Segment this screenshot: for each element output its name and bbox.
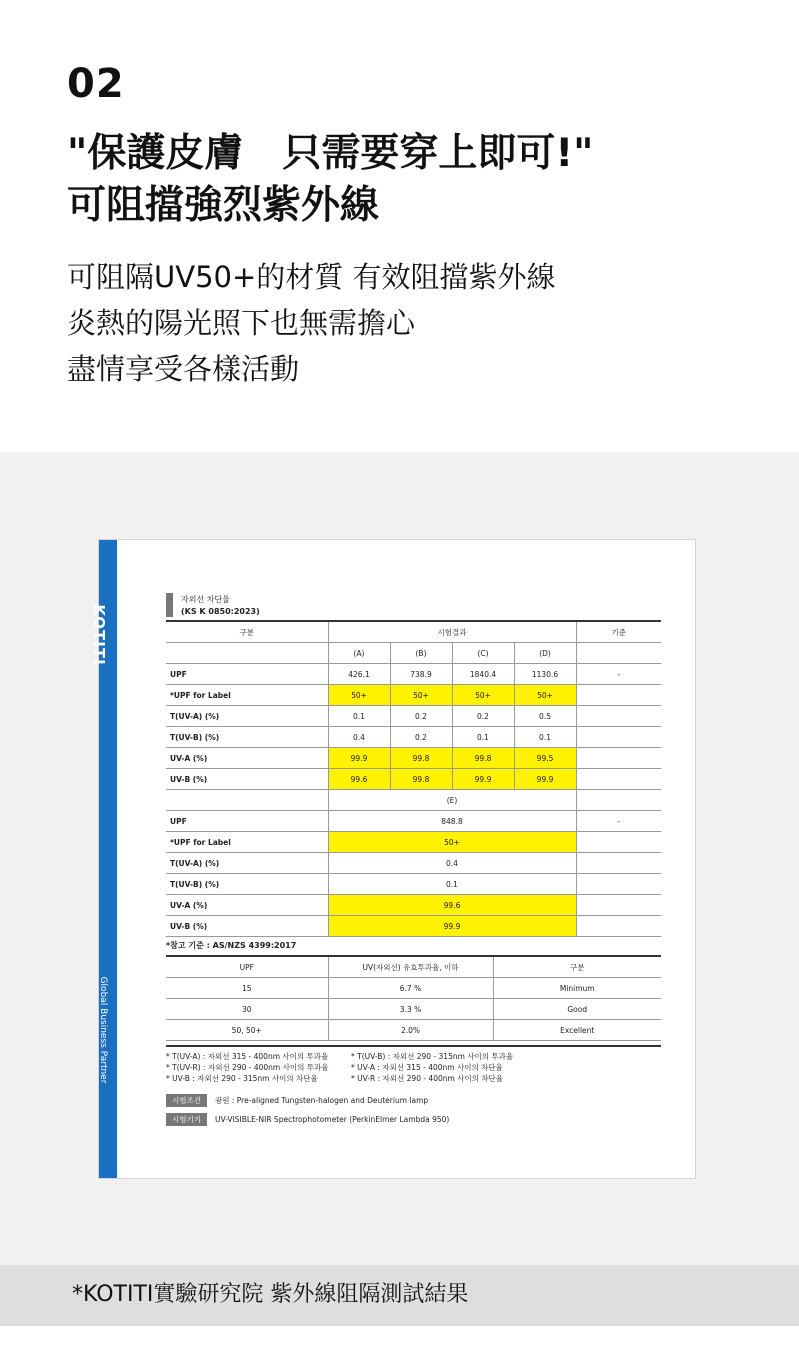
- row-label: UPF: [166, 811, 328, 832]
- description-line-2: 炎熱的陽光照下也無需擔心: [67, 306, 416, 340]
- condition-tag: 시험조건: [166, 1094, 207, 1107]
- row-label: UPF: [166, 664, 328, 685]
- reference-header-row: [166, 956, 661, 978]
- result-value: 50+: [390, 685, 452, 706]
- result-value: 0.2: [390, 706, 452, 727]
- standard-value: [576, 895, 661, 916]
- test-meta: [166, 1094, 661, 1126]
- reference-title: *참고 기준 : AS/NZS 4399:2017: [166, 941, 297, 950]
- reference-cell: 6.7 %: [328, 978, 493, 999]
- row-label: *UPF for Label: [166, 832, 328, 853]
- standard-value: [576, 832, 661, 853]
- note-line: * T(UV-A) : 자외선 315 - 400nm 사이의 투과율: [166, 1052, 329, 1061]
- standard-value: [576, 874, 661, 895]
- heading-standard: (KS K 0850:2023): [181, 607, 260, 616]
- result-value: 99.9: [514, 769, 576, 790]
- instrument-tag: 시험기기: [166, 1113, 207, 1126]
- result-value: 1840.4: [452, 664, 514, 685]
- sample-label: (C): [452, 643, 514, 664]
- standard-value: [576, 853, 661, 874]
- certificate-heading: [166, 592, 661, 620]
- certificate-body: [166, 592, 661, 1132]
- footer-caption-bar: [0, 1265, 799, 1326]
- sample-label: (A): [328, 643, 390, 664]
- reference-cell: 50, 50+: [166, 1020, 328, 1041]
- results-row: [166, 832, 661, 853]
- samples-ad-row: [166, 643, 661, 664]
- heading-marker: [166, 593, 173, 617]
- row-label: UV-A (%): [166, 748, 328, 769]
- result-value: 50+: [328, 832, 576, 853]
- result-value: 0.1: [328, 874, 576, 895]
- row-label: T(UV-A) (%): [166, 706, 328, 727]
- instrument-text: UV-VISIBLE-NIR Spectrophotometer (PerkinElmer Lambda 950): [214, 1115, 450, 1124]
- result-value: 99.8: [452, 748, 514, 769]
- note-line: * T(UV-R) : 자외선 290 - 400nm 사이의 투과율: [166, 1063, 329, 1072]
- notes-left: [166, 1051, 351, 1084]
- results-table: [166, 620, 661, 790]
- row-label: T(UV-B) (%): [166, 874, 328, 895]
- row-label: UV-B (%): [166, 769, 328, 790]
- results-row: [166, 853, 661, 874]
- results-row: [166, 748, 661, 769]
- reference-cell: 2.0%: [328, 1020, 493, 1041]
- reference-cell: 30: [166, 999, 328, 1020]
- kotiti-logo: KOTITI: [90, 604, 108, 666]
- sample-e-row: [166, 790, 661, 811]
- result-value: 50+: [328, 685, 390, 706]
- headline: [67, 128, 767, 232]
- col-category: 구분: [166, 621, 328, 643]
- result-value: 0.2: [452, 706, 514, 727]
- results-row: [166, 727, 661, 748]
- result-value: 50+: [514, 685, 576, 706]
- results-row: [166, 769, 661, 790]
- row-label: UV-B (%): [166, 916, 328, 937]
- condition-text: 광원 : Pre-aligned Tungsten-halogen and Deuterium lamp: [214, 1096, 429, 1105]
- ref-header: UV(자외선) 유효투과율, 이하: [328, 956, 493, 978]
- results-row: [166, 664, 661, 685]
- result-value: 1130.6: [514, 664, 576, 685]
- reference-row: [166, 1020, 661, 1041]
- result-value: 0.1: [452, 727, 514, 748]
- result-value: 99.6: [328, 769, 390, 790]
- result-value: 0.1: [328, 706, 390, 727]
- row-label: *UPF for Label: [166, 685, 328, 706]
- result-value: 99.9: [452, 769, 514, 790]
- sample-label: (D): [514, 643, 576, 664]
- result-value: 99.9: [328, 916, 576, 937]
- standard-value: [576, 685, 661, 706]
- results-row: [166, 916, 661, 937]
- reference-cell: Good: [493, 999, 661, 1020]
- result-value: 99.8: [390, 769, 452, 790]
- result-value: 738.9: [390, 664, 452, 685]
- notes-right: [351, 1051, 513, 1084]
- results-row: [166, 685, 661, 706]
- results-row: [166, 811, 661, 832]
- reference-table: [166, 955, 661, 1041]
- row-label: UV-A (%): [166, 895, 328, 916]
- standard-value: [576, 769, 661, 790]
- row-label: T(UV-A) (%): [166, 853, 328, 874]
- footer-caption: *KOTITI實驗研究院 紫外線阻隔測試結果: [72, 1282, 469, 1307]
- headline-line-2: 可阻擋強烈紫外線: [67, 183, 380, 228]
- test-certificate: [90, 539, 696, 1179]
- reference-row: [166, 978, 661, 999]
- results-header-row: [166, 621, 661, 643]
- description-line-1: 可阻隔UV50+的材質 有效阻擋紫外線: [67, 260, 556, 294]
- result-value: 0.2: [390, 727, 452, 748]
- results-row: [166, 706, 661, 727]
- reference-cell: 3.3 %: [328, 999, 493, 1020]
- note-line: * UV-R : 자외선 290 - 400nm 사이의 차단율: [351, 1074, 504, 1083]
- sample-label: (E): [328, 790, 576, 811]
- result-value: 99.8: [390, 748, 452, 769]
- reference-cell: 15: [166, 978, 328, 999]
- standard-value: -: [576, 811, 661, 832]
- row-label: T(UV-B) (%): [166, 727, 328, 748]
- result-value: 426.1: [328, 664, 390, 685]
- side-tagline: Global Business Partner: [98, 976, 108, 1084]
- certificate-side-band: [90, 540, 117, 1178]
- reference-cell: Excellent: [493, 1020, 661, 1041]
- note-line: * UV-B : 자외선 290 - 315nm 사이의 차단율: [166, 1074, 318, 1083]
- result-value: 0.1: [514, 727, 576, 748]
- result-value: 99.6: [328, 895, 576, 916]
- result-value: 99.9: [328, 748, 390, 769]
- result-value: 848.8: [328, 811, 576, 832]
- headline-line-1: "保護皮膚 只需要穿上即可!": [67, 131, 594, 176]
- reference-cell: Minimum: [493, 978, 661, 999]
- sample-label: (B): [390, 643, 452, 664]
- result-value: 0.5: [514, 706, 576, 727]
- reference-row: [166, 999, 661, 1020]
- ref-header: UPF: [166, 956, 328, 978]
- col-standard: 기준: [576, 621, 661, 643]
- heading-korean: 자외선 차단율: [181, 595, 230, 604]
- result-value: 0.4: [328, 853, 576, 874]
- results-row: [166, 895, 661, 916]
- standard-value: [576, 916, 661, 937]
- description: [67, 254, 767, 392]
- notes: [166, 1045, 661, 1084]
- results-table-e: [166, 790, 661, 937]
- result-value: 99.5: [514, 748, 576, 769]
- header: [67, 58, 767, 392]
- standard-value: [576, 727, 661, 748]
- note-line: * UV-A : 자외선 315 - 400nm 사이의 차단율: [351, 1063, 503, 1072]
- col-results: 시험결과: [328, 621, 576, 643]
- standard-value: [576, 748, 661, 769]
- section-number: 02: [67, 61, 125, 107]
- result-value: 0.4: [328, 727, 390, 748]
- standard-value: [576, 706, 661, 727]
- ref-header: 구분: [493, 956, 661, 978]
- description-line-3: 盡情享受各樣活動: [67, 352, 300, 386]
- note-line: * T(UV-B) : 자외선 290 - 315nm 사이의 투과율: [351, 1052, 514, 1061]
- results-row: [166, 874, 661, 895]
- standard-value: -: [576, 664, 661, 685]
- result-value: 50+: [452, 685, 514, 706]
